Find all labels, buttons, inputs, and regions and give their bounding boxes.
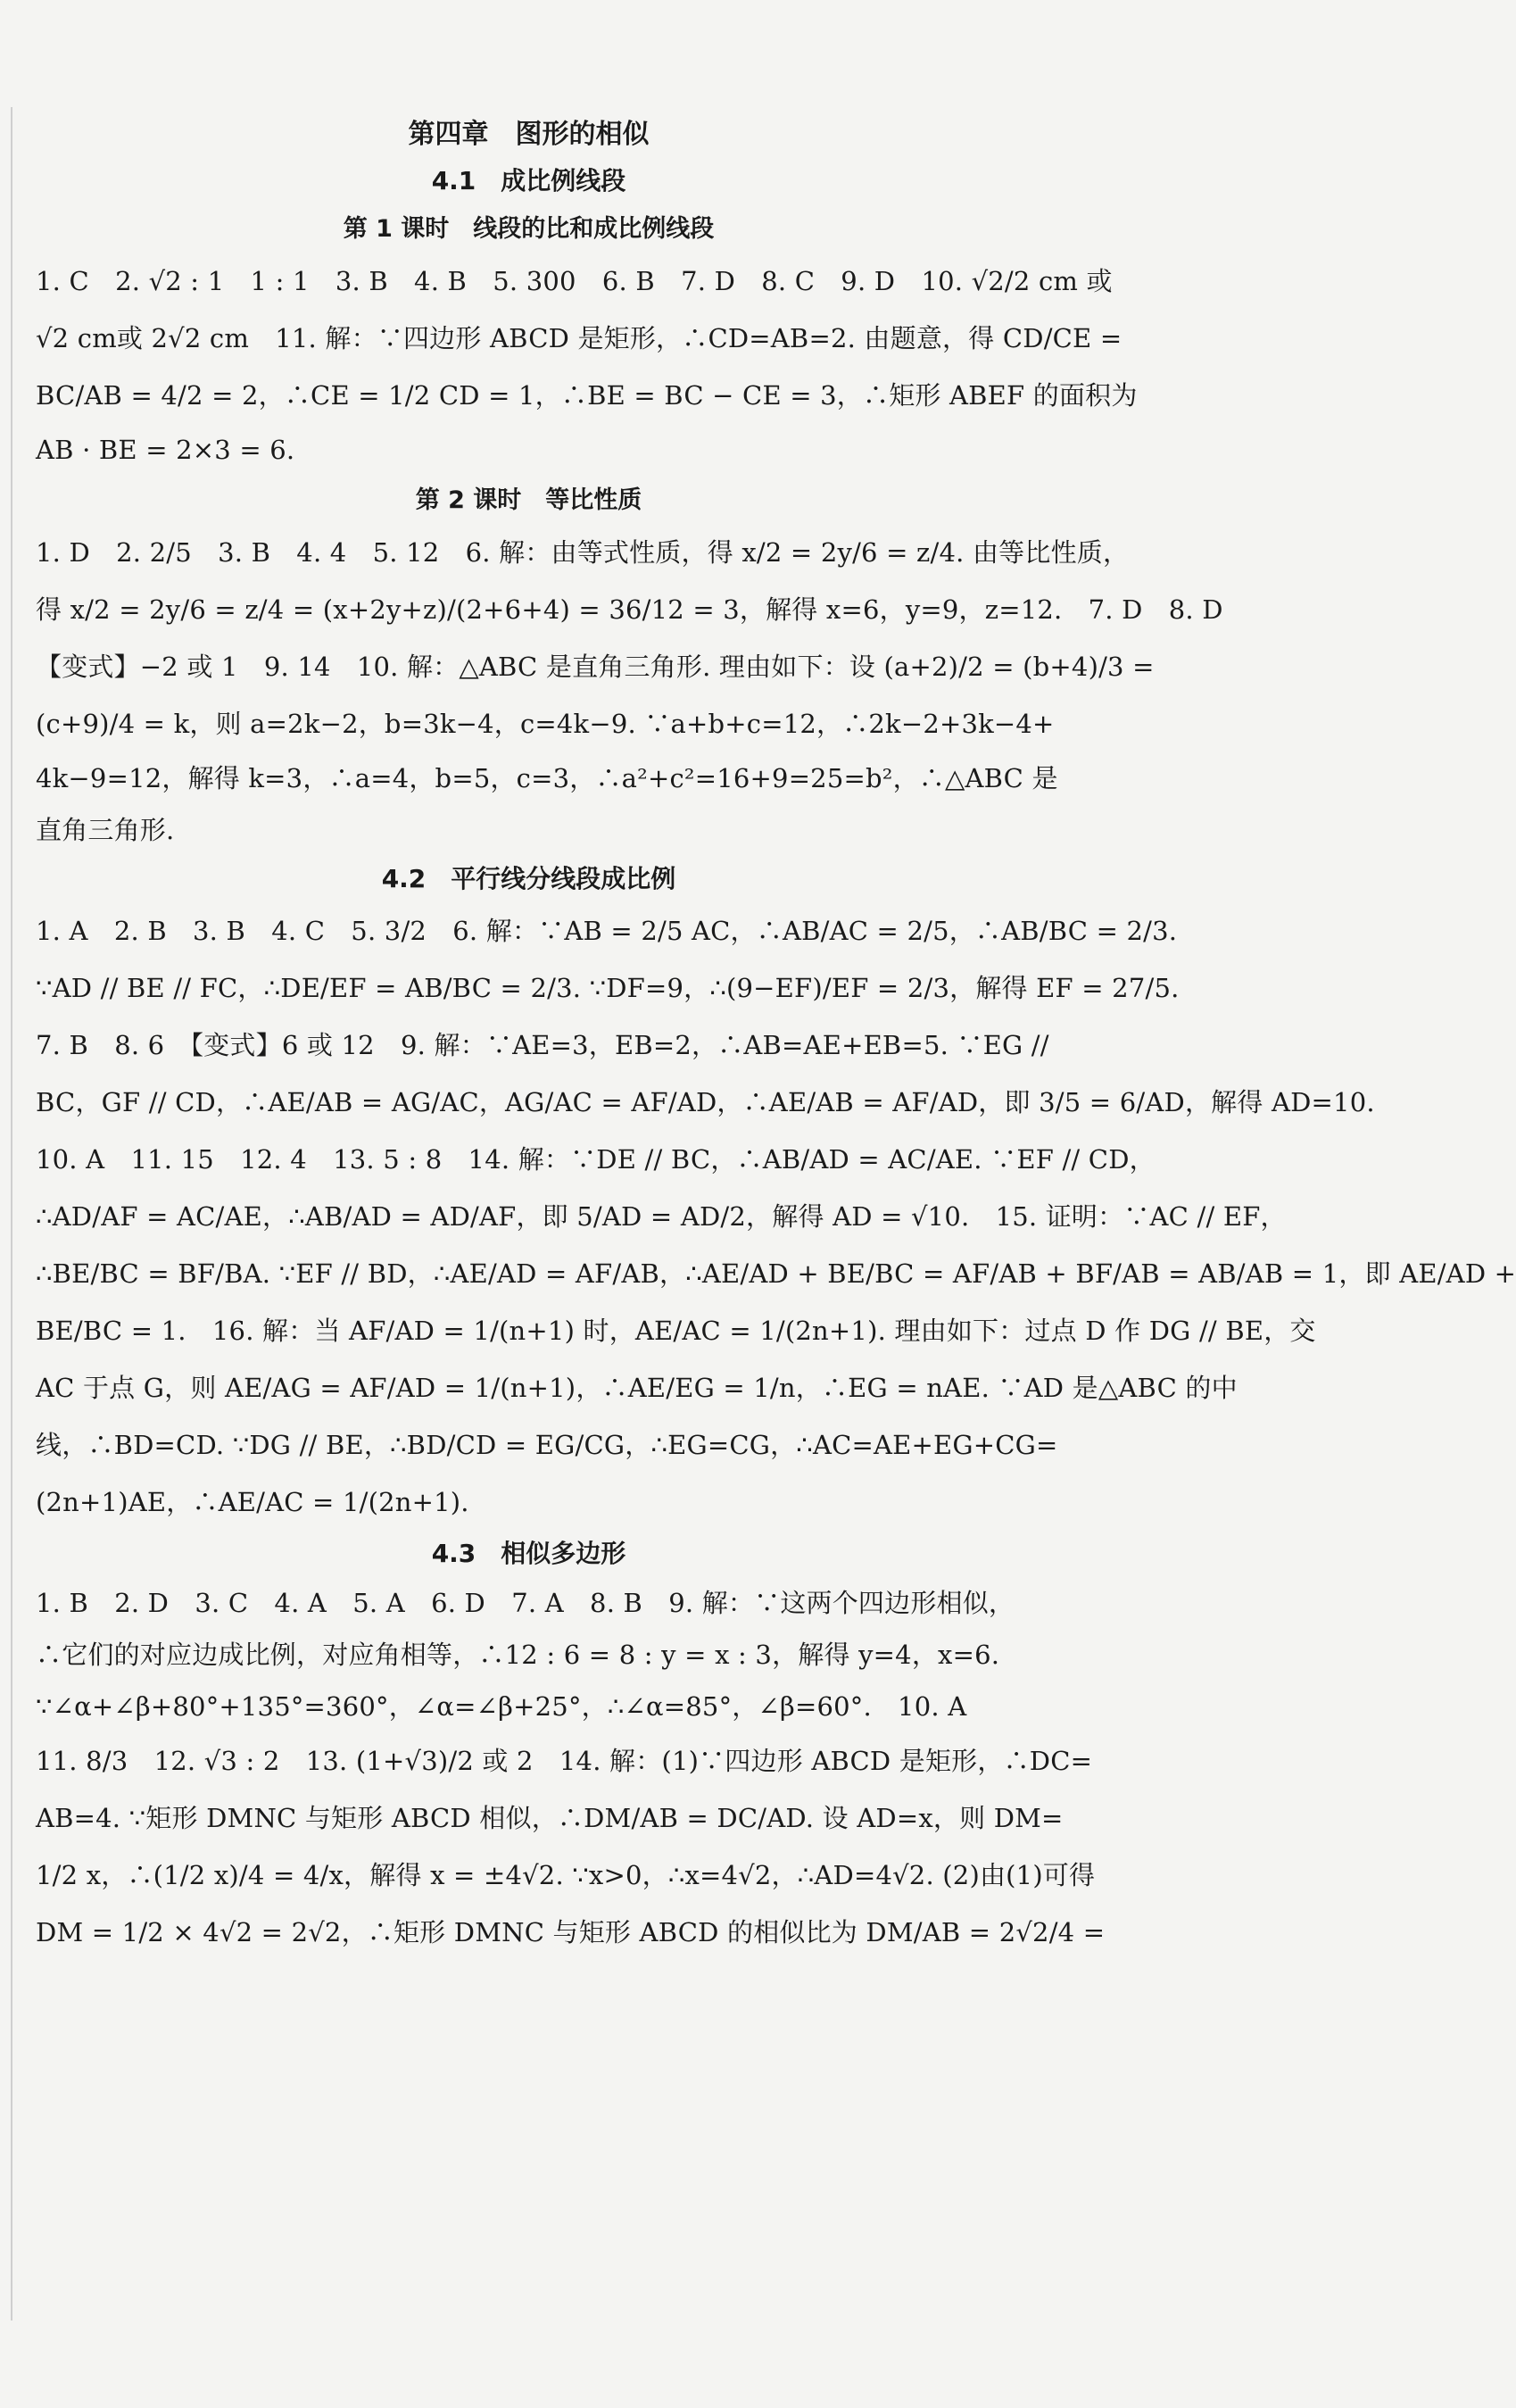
- chapter-title: 第四章 图形的相似: [408, 119, 650, 150]
- answer-line: ∴BE/BC = BF/BA. ∵EF // BD，∴AE/AD = AF/AB，∴AE/AD + BE/BC = AF/AB + BF/AB = AB/AB = 1，即 AE/AD +: [36, 1258, 1516, 1289]
- answer-line: 10. A 11. 15 12. 4 13. 5 : 8 14. 解：∵DE // BC，∴AB/AD = AC/AE. ∵EF // CD，: [36, 1144, 1156, 1175]
- answer-line: 1. B 2. D 3. C 4. A 5. A 6. D 7. A 8. B 9. 解：∵这两个四边形相似，: [36, 1588, 1015, 1618]
- answer-line: 直角三角形.: [36, 815, 175, 845]
- answer-line: 线，∴BD=CD. ∵DG // BE，∴BD/CD = EG/CG，∴EG=CG，∴AC=AE+EG+CG=: [36, 1430, 1058, 1460]
- answer-line: 1. D 2. 2/5 3. B 4. 4 5. 12 6. 解：由等式性质，得 x/2 = 2y/6 = z/4. 由等比性质，: [36, 537, 1130, 568]
- answer-line: 得 x/2 = 2y/6 = z/4 = (x+2y+z)/(2+6+4) = 36/12 = 3，解得 x=6，y=9，z=12. 7. D 8. D: [36, 594, 1223, 625]
- section-title-4-1: 4.1 成比例线段: [431, 166, 626, 195]
- answer-line: AB=4. ∵矩形 DMNC 与矩形 ABCD 相似，∴DM/AB = DC/AD. 设 AD=x，则 DM=: [36, 1803, 1064, 1833]
- section-title-4-3: 4.3 相似多边形: [431, 1539, 626, 1568]
- answer-line: 4k−9=12，解得 k=3，∴a=4，b=5，c=3，∴a²+c²=16+9=25=b²，∴△ABC 是: [36, 763, 1058, 793]
- answer-line: ∵∠α+∠β+80°+135°=360°，∠α=∠β+25°，∴∠α=85°，∠β=60°. 10. A: [36, 1691, 967, 1722]
- answer-line: DM = 1/2 × 4√2 = 2√2，∴矩形 DMNC 与矩形 ABCD 的相似比为 DM/AB = 2√2/4 =: [36, 1917, 1106, 1947]
- answer-line: AC 于点 G，则 AE/AG = AF/AD = 1/(n+1)，∴AE/EG = 1/n，∴EG = nAE. ∵AD 是△ABC 的中: [36, 1373, 1238, 1403]
- answer-line: (2n+1)AE，∴AE/AC = 1/(2n+1).: [36, 1487, 469, 1517]
- section-title-4-2: 4.2 平行线分线段成比例: [381, 864, 676, 893]
- answer-line: 【变式】−2 或 1 9. 14 10. 解：△ABC 是直角三角形. 理由如下：设 (a+2)/2 = (b+4)/3 =: [36, 652, 1155, 682]
- answer-line: √2 cm或 2√2 cm 11. 解：∵四边形 ABCD 是矩形，∴CD=AB=2. 由题意，得 CD/CE =: [36, 323, 1123, 353]
- answer-line: 11. 8/3 12. √3 : 2 13. (1+√3)/2 或 2 14. 解：(1)∵四边形 ABCD 是矩形，∴DC=: [36, 1746, 1093, 1776]
- answer-line: BC，GF // CD，∴AE/AB = AG/AC，AG/AC = AF/AD，∴AE/AB = AF/AD，即 3/5 = 6/AD，解得 AD=10.: [36, 1087, 1375, 1117]
- answer-line: BC/AB = 4/2 = 2，∴CE = 1/2 CD = 1，∴BE = BC − CE = 3，∴矩形 ABEF 的面积为: [36, 380, 1138, 411]
- answer-line: 7. B 8. 6 【变式】6 或 12 9. 解：∵AE=3，EB=2，∴AB=AE+EB=5. ∵EG //: [36, 1030, 1049, 1060]
- answer-line: ∴它们的对应边成比例，对应角相等，∴12 : 6 = 8 : y = x : 3，解得 y=4，x=6.: [36, 1640, 1000, 1670]
- answer-line: (c+9)/4 = k，则 a=2k−2，b=3k−4，c=4k−9. ∵a+b+c=12，∴2k−2+3k−4+: [36, 709, 1055, 739]
- answer-line: ∵AD // BE // FC，∴DE/EF = AB/BC = 2/3. ∵DF=9，∴(9−EF)/EF = 2/3，解得 EF = 27/5.: [36, 973, 1180, 1003]
- lesson-title-2: 第 2 课时 等比性质: [415, 486, 642, 514]
- answer-line: 1. A 2. B 3. B 4. C 5. 3/2 6. 解：∵AB = 2/5 AC，∴AB/AC = 2/5，∴AB/BC = 2/3.: [36, 916, 1178, 946]
- lesson-title-1: 第 1 课时 线段的比和成比例线段: [343, 215, 715, 243]
- page-content: [36, 112, 1516, 1961]
- answer-line: 1/2 x，∴(1/2 x)/4 = 4/x，解得 x = ±4√2. ∵x>0，∴x=4√2，∴AD=4√2. (2)由(1)可得: [36, 1860, 1096, 1890]
- answer-line: 1. C 2. √2 : 1 1 : 1 3. B 4. B 5. 300 6. B 7. D 8. C 9. D 10. √2/2 cm 或: [36, 266, 1113, 296]
- page-edge-line: [11, 107, 12, 2321]
- answer-line: AB · BE = 2×3 = 6.: [36, 435, 295, 465]
- answer-line: BE/BC = 1. 16. 解：当 AF/AD = 1/(n+1) 时，AE/AC = 1/(2n+1). 理由如下：过点 D 作 DG // BE，交: [36, 1316, 1316, 1346]
- answer-line: ∴AD/AF = AC/AE，∴AB/AD = AD/AF，即 5/AD = AD/2，解得 AD = √10. 15. 证明：∵AC // EF，: [36, 1201, 1287, 1232]
